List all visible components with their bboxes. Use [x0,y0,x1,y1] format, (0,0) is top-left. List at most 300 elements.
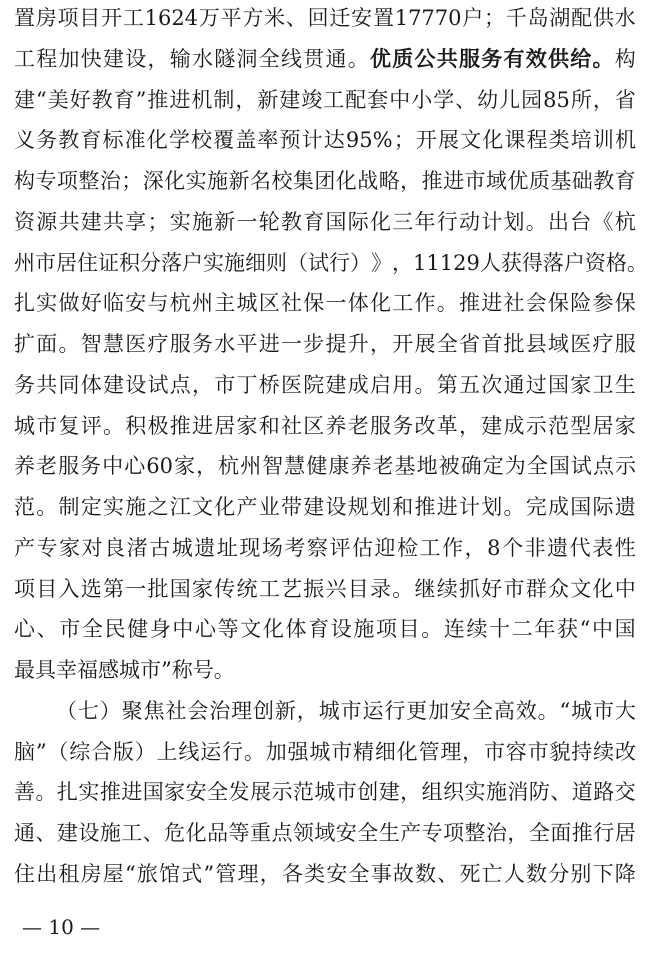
text-char: 专 [421,821,443,845]
bold-text-char: 效 [525,45,547,71]
text-char: 做 [58,291,80,316]
text-char: 开 [392,332,414,356]
text-char: 目 [398,617,420,642]
text-char: 施 [125,495,147,519]
text-char: 连 [443,617,465,642]
text-char: “ [579,617,591,642]
text-char: 业 [258,495,280,519]
text-char: 得 [521,250,543,275]
text-line [14,286,636,320]
text-char: 治 [99,169,121,193]
text-char: 次 [481,372,503,397]
text-char: 试 [147,372,169,397]
text-char: 疗 [592,332,614,356]
text-char: 和 [258,413,280,438]
text-char: 大 [614,698,636,723]
text-char: 家 [570,372,592,397]
text-char: 体 [80,372,102,397]
text-char: 防 [528,780,550,805]
text-char: 体 [347,291,369,316]
text-char: 数 [415,861,437,886]
text-char: 文 [192,495,213,519]
text-char: 成 [503,413,525,438]
text-char: 安 [351,6,373,30]
text-char: 工 [258,576,280,601]
text-char: 施 [224,250,245,275]
text-char: 项 [56,169,78,193]
text-char: 对 [81,535,103,560]
text-char: 革 [436,413,458,438]
text-char: 旅 [136,861,158,886]
text-char: 众 [548,576,569,601]
text-char: 加 [428,698,450,723]
text-char: 推 [414,495,436,519]
text-char: 化 [396,739,418,764]
text-char: 十 [489,617,511,642]
text-char: 州 [240,454,262,479]
text-char: 作 [414,291,436,316]
text-char: 精 [353,739,374,764]
text-line [14,775,636,809]
text-char: 定 [482,454,504,479]
text-char: 划 [481,495,503,519]
text-char: 工 [323,87,345,112]
text-char: 心 [124,454,146,479]
text-char: 学 [168,128,190,153]
text-char: 五 [459,372,480,397]
text-char: ， [259,861,281,886]
text-char: 万 [198,6,220,30]
text-char: 。 [503,495,525,519]
text-char: 发 [228,780,250,805]
text-char: 焦 [143,698,165,723]
text-char: 点 [271,821,293,845]
text-char: 智 [80,332,102,356]
text-char: （ [287,250,308,275]
text-char: 享 [125,209,147,234]
text-char: 化 [262,617,284,642]
text-char: 。 [103,413,124,438]
text-char: 共 [103,209,124,234]
text-char: ； [484,6,506,30]
text-char: 。 [626,250,648,275]
text-char: 老 [36,454,58,479]
text-char: 社 [281,413,302,438]
text-char: 米 [264,6,286,30]
text-char: 一 [281,332,302,356]
text-char: 国 [570,495,592,519]
text-char: 过 [525,372,547,397]
text-char: 好 [481,576,503,601]
text-char: 中 [172,617,194,642]
text-char: 施 [99,821,121,845]
bold-text-char: 服 [459,45,480,71]
text-char: 提 [325,332,347,356]
text-char: 隧 [214,46,236,71]
text-char: “ [124,861,136,886]
text-char: 领 [292,821,314,845]
text-char: 家 [236,413,258,438]
text-char: 。 [243,739,265,764]
text-char: 服 [58,454,80,479]
text-char: 高 [493,698,515,723]
text-char: 治 [209,698,231,723]
text-char: 区 [303,413,325,438]
text-line [14,205,636,239]
text-char: 全 [207,780,229,805]
text-char: 杭 [169,291,191,316]
text-char: 推 [421,169,443,193]
text-char: 。 [414,372,436,397]
text-char: 教 [91,87,113,112]
text-char: 湖 [549,6,571,30]
text-char: 实 [36,291,58,316]
text-char: 理 [237,861,259,886]
text-char: 分 [548,861,570,886]
text-char: 迎 [374,535,396,560]
text-char: 场 [261,535,283,560]
text-char: 同 [58,372,80,397]
text-char: 现 [239,535,261,560]
text-char: 新 [228,169,250,193]
text-char: 医 [281,372,302,397]
text-char: ） [134,739,156,764]
text-char: 市 [340,698,362,723]
text-char: 深 [142,169,164,193]
text-char: 基 [394,454,416,479]
text-char: 安 [450,698,472,723]
text-char: 工 [392,291,414,316]
text-char: 幸 [56,658,77,682]
text-char: 计 [301,128,323,153]
text-char: 预 [279,128,301,153]
text-char: 和 [392,495,414,519]
text-char: 七 [77,698,99,723]
text-char: 死 [459,861,481,886]
text-char: 市 [331,739,353,764]
text-char: 慧 [103,332,124,356]
text-char: 养 [350,454,372,479]
text-char: 类 [548,128,570,153]
text-char: 交 [614,780,636,805]
text-char: 住 [77,250,98,275]
text-char: 线 [178,739,200,764]
text-char: “ [559,698,571,723]
text-char: 居 [592,413,614,438]
text-char: 安 [125,291,147,316]
text-char: 。 [421,617,443,642]
text-char: 振 [303,576,325,601]
text-char: 共 [58,209,80,234]
text-char: 等 [217,617,239,642]
text-char: 遗 [614,495,636,519]
text-char: 行 [329,250,350,275]
text-char: 轮 [258,209,280,234]
text-char: 故 [392,861,414,886]
text-char: 社 [281,291,302,316]
text-char: 批 [147,576,169,601]
text-char: 下 [592,861,614,886]
text-char: 《 [592,209,614,234]
text-char: 获 [557,617,578,642]
text-char: 良 [104,535,126,560]
text-char: 省 [459,332,480,356]
text-char: 具 [35,658,56,682]
text-char: 美 [47,87,69,112]
text-char: 州 [192,291,213,316]
text-char: 课 [504,128,526,153]
text-char: 全 [348,861,370,886]
text-char: 设 [78,821,100,845]
text-char: 城 [318,698,340,723]
text-char: 格 [605,250,627,275]
text-line [14,368,636,402]
text-char: 带 [281,495,302,519]
text-char: 新 [257,87,279,112]
text-char: 表 [592,535,614,560]
text-char: 品 [207,821,229,845]
text-char: 施 [192,209,213,234]
text-char: 国 [142,780,164,805]
text-char: 计 [459,495,480,519]
text-char: 临 [103,291,124,316]
text-char: 市 [464,169,486,193]
text-char: 道 [571,780,593,805]
text-char: 平 [220,6,242,30]
text-char: 扎 [56,780,78,805]
text-char: 实 [169,209,191,234]
text-char: ） [350,250,371,275]
text-char: 养 [14,454,35,479]
text-char: 家 [614,413,636,438]
text-line [14,531,636,565]
text-char: ， [196,454,218,479]
text-char: 共 [36,372,58,397]
text-char: 扩 [14,332,35,356]
text-char: 第 [103,576,124,601]
text-char: 所 [570,87,592,112]
text-char: 家 [192,576,213,601]
text-char: 教 [58,128,80,153]
text-char: 岛 [527,6,549,30]
text-char: ， [459,413,480,438]
text-char: 健 [306,454,328,479]
text-char: 录 [370,576,391,601]
text-char: 建 [481,413,503,438]
text-char: 市 [503,576,525,601]
text-char: 治 [485,821,507,845]
text-char: 集 [292,169,314,193]
text-char: 国 [548,372,569,397]
text-char: 福 [77,658,98,682]
text-char: 化 [146,128,168,153]
text-char: 疗 [147,332,169,356]
text-char: 。 [36,495,58,519]
text-char: 一 [125,576,147,601]
text-char: 整 [464,821,486,845]
text-char: 三 [392,209,414,234]
text-char: 感 [98,658,119,682]
text-char: 国 [325,209,347,234]
text-char: 工 [419,535,441,560]
text-char: （ [56,698,77,723]
text-char: 全 [258,46,280,71]
bold-text-char: 优 [370,45,391,71]
text-char: 线 [281,46,302,71]
text-char: 新 [214,209,236,234]
text-char: 开 [101,6,123,30]
text-char: 居 [56,250,77,275]
text-char: 小 [411,87,433,112]
text-char: ， [296,698,318,723]
text-char: 非 [524,535,546,560]
text-char: 市 [593,698,615,723]
text-char: 继 [414,576,436,601]
text-char: 施 [485,780,507,805]
text-char: 市 [527,739,549,764]
text-char: 施 [207,169,229,193]
text-char: 建 [103,46,124,71]
text-char: 质 [528,169,550,193]
text-char: 城 [314,780,336,805]
text-char: 建 [56,821,78,845]
text-char: ， [592,87,614,112]
text-line [14,816,636,850]
text-char: 实 [78,780,100,805]
text-char: 建 [103,372,124,397]
text-char: 综 [69,739,91,764]
text-char: 务 [80,454,102,479]
text-char: 进 [192,413,213,438]
text-char: 证 [98,250,119,275]
text-char: 家 [164,780,186,805]
text-char: 入 [58,576,80,601]
text-char: 消 [507,780,529,805]
text-char: 11129 [413,250,480,275]
text-char: 市 [36,413,58,438]
text-char: ； [393,128,415,153]
text-char: 划 [503,209,525,234]
text-char: 居 [614,821,636,845]
text-char: 水 [192,46,213,71]
text-char: 管 [418,739,440,764]
text-char: 类 [304,861,326,886]
text-char: 战 [357,169,379,193]
text-char: 智 [262,454,284,479]
text-char: 通 [14,821,35,845]
text-char: 户 [182,250,203,275]
text-char: 则 [266,250,287,275]
bold-text-char: 有 [503,45,525,71]
text-char: 整 [78,169,100,193]
text-char: 家 [174,454,196,479]
text-char: 成 [548,495,569,519]
text-char: 统 [236,576,258,601]
text-char: 通 [325,46,347,71]
text-char: 文 [240,617,262,642]
text-char: 市 [483,739,505,764]
text-char: 为 [504,454,526,479]
text-char: 会 [187,698,209,723]
text-char: 险 [570,291,592,316]
text-char: 渚 [126,535,148,560]
text-char: 快 [80,46,102,71]
text-char: 千 [505,6,527,30]
text-char: 套 [367,87,389,112]
text-char: 评 [80,413,102,438]
text-char: 8 [487,535,501,560]
text-char: 化 [164,169,186,193]
bold-text-char: 公 [414,45,436,71]
text-char: 年 [414,209,436,234]
text-char: 项 [14,576,35,601]
text-char: 重 [249,821,271,845]
text-line [14,857,636,891]
text-char: 城 [119,658,140,682]
page-number: — 10 — [22,915,101,939]
text-char: 管 [215,861,237,886]
text-char: 育 [614,169,636,193]
text-char: 化 [370,291,391,316]
text-char: 县 [525,332,547,356]
text-char: 群 [525,576,547,601]
text-char: 危 [164,821,186,845]
text-char: 丁 [236,372,258,397]
text-char: 人 [503,861,525,886]
text-char: 计 [481,209,503,234]
text-char: 会 [525,291,547,316]
text-char: 好 [69,87,91,112]
text-char: 中 [389,87,411,112]
text-char: 机 [191,87,213,112]
text-char: 住 [14,861,35,886]
text-char: 善 [14,780,35,805]
text-char: 进 [443,169,465,193]
text-char: 式 [181,861,203,886]
text-char: 。 [347,46,369,71]
bold-text-char: 供 [548,45,569,71]
text-char: 版 [112,739,134,764]
text-char: 成 [347,372,369,397]
text-char: 、 [285,6,307,30]
text-char: 组 [421,780,443,805]
text-char: 健 [127,617,149,642]
text-char: 水 [214,332,236,356]
text-char: 推 [99,780,121,805]
text-char: 改 [414,413,436,438]
text-char: 桥 [258,372,280,397]
text-char: 。 [525,209,547,234]
text-char: 教 [593,169,615,193]
text-char: 院 [303,372,325,397]
text-line [14,449,636,483]
text-char: 洞 [236,46,258,71]
text-char: 幼 [477,87,499,112]
text-char: 际 [592,495,614,519]
text-char: ； [147,209,169,234]
text-char: 、 [142,821,164,845]
text-char: 社 [165,698,187,723]
text-char: 国 [548,454,570,479]
text-line [14,735,636,769]
text-char: 二 [511,617,533,642]
text-char: ， [235,87,257,112]
text-char: 称 [171,658,193,682]
text-char: 水 [614,6,636,30]
text-char: 率 [257,128,279,153]
text-char: 上 [156,739,178,764]
text-char: 别 [570,861,592,886]
